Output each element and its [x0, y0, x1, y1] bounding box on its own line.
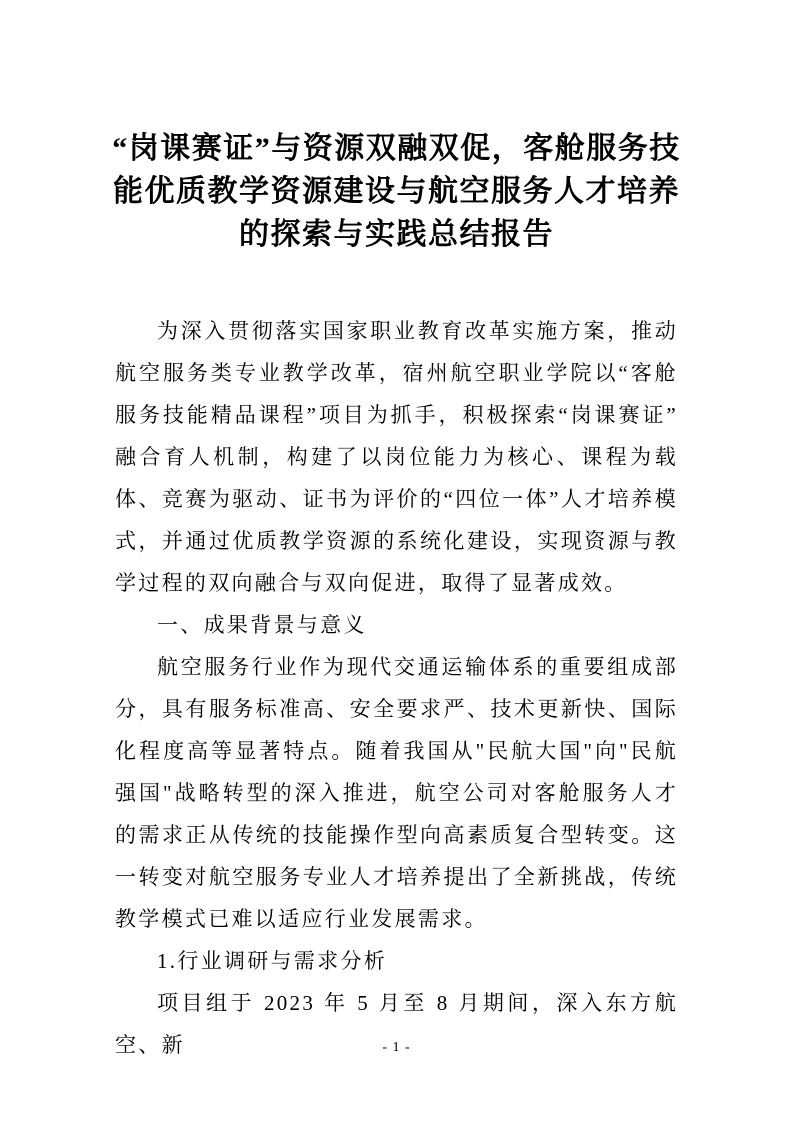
- intro-paragraph: 为深入贯彻落实国家职业教育改革实施方案，推动航空服务类专业教学改革，宿州航空职业学院以“客舱服务技能精品课程”项目为抓手，积极探索“岗课赛证”融合育人机制，构建了以岗位能力为核心、课程为载体、竞赛为驱动、证书为评价的“四位一体”人才培养模式，并通过优质教学资源的系统化建设，实现资源与教学过程的双向融合与双向促进，取得了显著成效。: [115, 319, 678, 595]
- subsection-heading-research: 1.行业调研与需求分析: [157, 949, 388, 973]
- background-paragraph: 航空服务行业作为现代交通运输体系的重要组成部分，具有服务标准高、安全要求严、技术更新快、国际化程度高等显著特点。随着我国从"民航大国"向"民航强国"战略转型的深入推进，航空公司对客舱服务人才的需求正从传统的技能操作型向高素质复合型转变。这一转变对航空服务专业人才培养提出了全新挑战，传统教学模式已难以适应行业发展需求。: [115, 655, 678, 931]
- doc-body: [115, 310, 678, 1066]
- page-number: - 1 -: [382, 1040, 411, 1055]
- doc-title: [50, 127, 743, 256]
- section-heading-background: 一、成果背景与意义: [157, 613, 367, 637]
- doc-title-line-1: “岗课赛证”与资源双融双促，客舱服务技: [112, 132, 681, 165]
- research-paragraph-truncated: 项目组于 2023 年 5 月至 8 月期间，深入东方航空、新: [115, 991, 678, 1057]
- doc-title-line-3: 的探索与实践总结报告: [239, 218, 554, 251]
- doc-title-line-2: 能优质教学资源建设与航空服务人才培养: [113, 175, 680, 208]
